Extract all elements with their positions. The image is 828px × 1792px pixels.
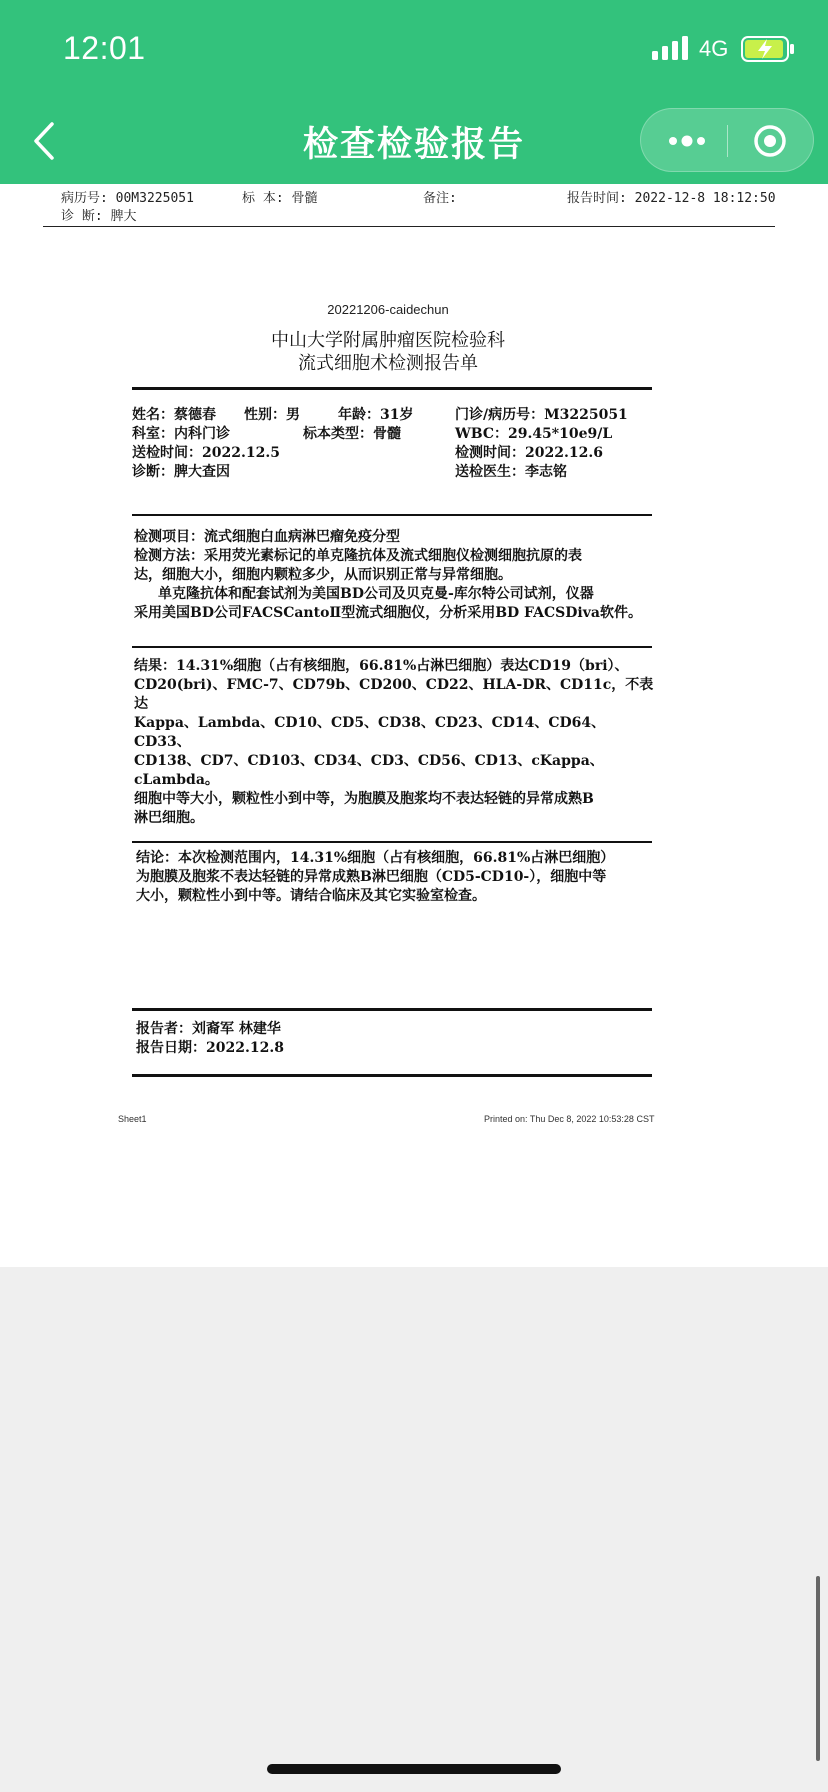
result-line: CD138、CD7、CD103、CD34、CD3、CD56、CD13、cKappa、cLambda。	[134, 753, 604, 788]
file-id: 20221206-caidechun	[327, 302, 449, 317]
result-line: 淋巴细胞。	[134, 810, 204, 826]
remark: 备注:	[423, 191, 457, 206]
reporter: 报告者：刘裔军 林建华	[136, 1021, 281, 1037]
report-title-name: 流式细胞术检测报告单	[298, 353, 478, 374]
conclusion-section	[136, 849, 656, 906]
submitting-doctor: 送检医生：李志铭	[455, 464, 567, 480]
printed-on: Printed on: Thu Dec 8, 2022 10:53:28 CST	[484, 1114, 655, 1124]
conclusion-line: 大小，颗粒性小到中等。请结合临床及其它实验室检查。	[136, 888, 486, 904]
divider-result	[132, 646, 652, 648]
department: 科室：内科门诊	[132, 426, 230, 442]
method-line: 达，细胞大小，细胞内颗粒多少，从而识别正常与异常细胞。	[134, 567, 512, 583]
method-line: 检测项目：流式细胞白血病淋巴瘤免疫分型	[134, 529, 400, 545]
battery-charging-icon	[741, 36, 795, 62]
submit-time: 送检时间：2022.12.5	[132, 445, 280, 461]
result-line: 结果：14.31%细胞（占有核细胞，66.81%占淋巴细胞）表达CD19（bri）、	[134, 658, 629, 674]
patient-age: 年龄：31岁	[338, 407, 414, 423]
divider-bottom	[132, 1074, 652, 1077]
more-dots-icon[interactable]	[667, 131, 707, 151]
result-line: CD20(bri)、FMC-7、CD79b、CD200、CD22、HLA-DR、CD11c，不表达	[134, 677, 654, 712]
wbc-value: WBC：29.45*10e9/L	[455, 426, 613, 442]
signal-bars-icon	[652, 36, 692, 60]
home-indicator[interactable]	[267, 1764, 561, 1774]
conclusion-line: 为胞膜及胞浆不表达轻链的异常成熟B淋巴细胞（CD5-CD10-），细胞中等	[136, 869, 607, 885]
capsule-divider	[727, 125, 728, 157]
record-number: 病历号: 00M3225051	[61, 191, 194, 206]
page-title: 检查检验报告	[302, 125, 525, 165]
header-divider	[43, 226, 775, 227]
method-line: 采用美国BD公司FACSCantoⅡ型流式细胞仪，分析采用BD FACSDiva软件。	[134, 605, 642, 621]
method-section	[134, 528, 654, 623]
network-label: 4G	[699, 36, 729, 61]
test-time: 检测时间：2022.12.6	[455, 445, 603, 461]
method-line: 单克隆抗体和配套试剂为美国BD公司及贝克曼-库尔特公司试剂，仪器	[158, 586, 594, 602]
target-circle-icon[interactable]	[753, 124, 787, 158]
divider-reporter	[132, 1008, 652, 1011]
mini-program-capsule	[640, 108, 814, 172]
sheet-label: Sheet1	[118, 1114, 147, 1124]
report-title-hospital: 中山大学附属肿瘤医院检验科	[271, 330, 505, 351]
header-diagnosis: 诊 断: 脾大	[61, 209, 137, 224]
result-section	[134, 657, 654, 828]
result-line: Kappa、Lambda、CD10、CD5、CD38、CD23、CD14、CD64、CD33、	[134, 715, 606, 750]
conclusion-line: 结论：本次检测范围内，14.31%细胞（占有核细胞，66.81%占淋巴细胞）	[136, 850, 615, 866]
report-date: 报告日期：2022.12.8	[136, 1040, 284, 1056]
scrollbar[interactable]	[816, 1576, 820, 1761]
patient-gender: 性别：男	[244, 407, 300, 423]
divider-conclusion	[132, 841, 652, 843]
report-time: 报告时间: 2022-12-8 18:12:50	[567, 191, 776, 206]
patient-diagnosis: 诊断：脾大查因	[132, 464, 230, 480]
top-bar	[0, 0, 828, 184]
specimen: 标 本: 骨髓	[242, 191, 318, 206]
method-line: 检测方法：采用荧光素标记的单克隆抗体及流式细胞仪检测细胞抗原的表	[134, 548, 582, 564]
outpatient-number: 门诊/病历号：M3225051	[455, 407, 628, 423]
patient-name: 姓名：蔡德春	[132, 407, 216, 423]
status-time: 12:01	[63, 30, 146, 66]
divider-top	[132, 387, 652, 390]
divider-method	[132, 514, 652, 516]
specimen-type: 标本类型：骨髓	[303, 426, 401, 442]
report-document	[0, 184, 828, 1267]
result-line: 细胞中等大小，颗粒性小到中等，为胞膜及胞浆均不表达轻链的异常成熟B	[134, 791, 594, 807]
